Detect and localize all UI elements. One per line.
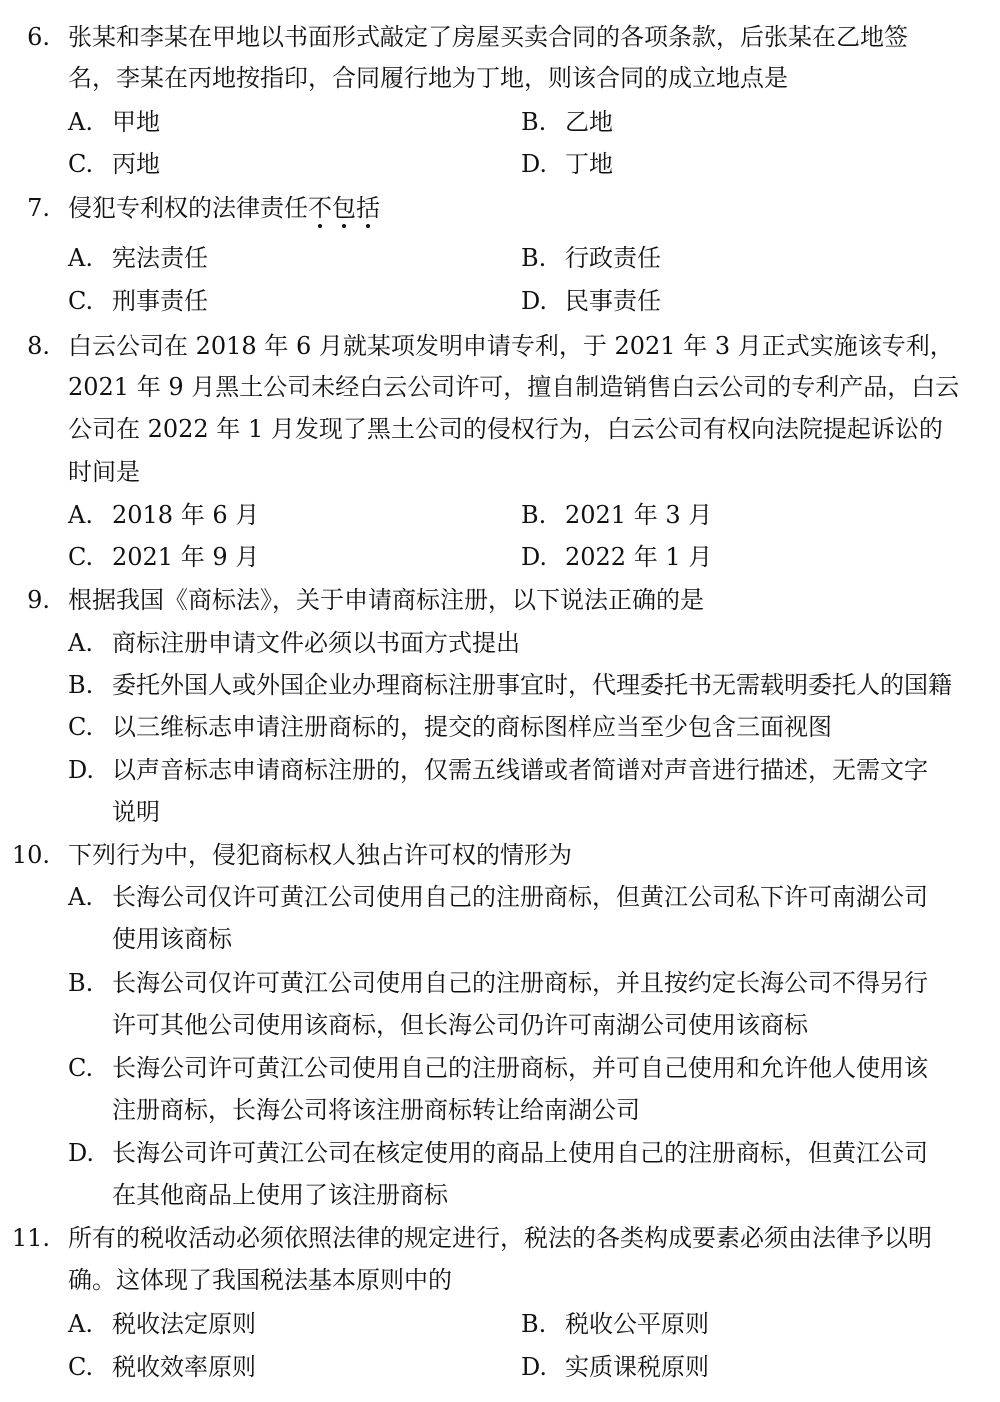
question-6-stem-line-1: 张某和李某在甲地以书面形式敲定了房屋买卖合同的各项条款，后张某在乙地签 [68, 23, 908, 51]
question-8-option-b: 2021 年 3 月 [565, 501, 713, 529]
question-10-option-a-line-1: 长海公司仅许可黄江公司使用自己的注册商标，但黄江公司私下许可南湖公司 [112, 883, 928, 911]
question-8-stem-line-2: 2021 年 9 月黑土公司未经白云公司许可，擅自制造销售白云公司的专利产品，白云 [68, 373, 960, 401]
question-7-option-c: 刑事责任 [112, 287, 208, 315]
emphasis-char-1: 不 [308, 194, 332, 222]
question-10-stem: 下列行为中，侵犯商标权人独占许可权的情形为 [68, 841, 572, 869]
question-8-option-d: 2022 年 1 月 [565, 543, 713, 571]
question-8-stem-line-1: 白云公司在 2018 年 6 月就某项发明申请专利，于 2021 年 3 月正式实施该专利， [68, 332, 954, 360]
question-9-option-b: 委托外国人或外国企业办理商标注册事宜时，代理委托书无需载明委托人的国籍 [112, 671, 952, 699]
question-11-number: 11. [11, 1224, 50, 1252]
question-10-option-d-label: D. [68, 1139, 95, 1167]
question-8-stem-line-3: 公司在 2022 年 1 月发现了黑土公司的侵权行为，白云公司有权向法院提起诉讼的 [68, 415, 943, 443]
question-9-option-d-line-2: 说明 [112, 798, 160, 826]
question-9-option-d-line-1: 以声音标志申请商标注册的，仅需五线谱或者简谱对声音进行描述，无需文字 [112, 756, 928, 784]
question-11-option-c-label: C. [68, 1353, 94, 1381]
question-7-option-a-label: A. [68, 244, 93, 272]
question-6-option-b: 乙地 [565, 108, 613, 136]
emphasis-char-3: 括 [356, 194, 380, 222]
question-8-option-c-label: C. [68, 543, 94, 571]
question-8-stem-line-4: 时间是 [68, 458, 140, 486]
question-11-option-d: 实质课税原则 [565, 1353, 709, 1381]
question-10-option-c-label: C. [68, 1054, 94, 1082]
question-7-option-b: 行政责任 [565, 244, 661, 272]
question-10-option-a-line-2: 使用该商标 [112, 925, 232, 953]
question-6-option-b-label: B. [521, 108, 547, 136]
question-10-option-a-label: A. [68, 883, 93, 911]
question-9-option-c-label: C. [68, 713, 94, 741]
question-8-option-a: 2018 年 6 月 [112, 501, 260, 529]
question-11-option-a: 税收法定原则 [112, 1310, 256, 1338]
question-6-number: 6. [27, 23, 50, 51]
question-8-option-a-label: A. [68, 501, 93, 529]
question-9-option-a: 商标注册申请文件必须以书面方式提出 [112, 629, 520, 657]
question-7-option-c-label: C. [68, 287, 94, 315]
question-10-number: 10. [11, 841, 50, 869]
question-7-option-d: 民事责任 [565, 287, 661, 315]
question-8-option-d-label: D. [521, 543, 548, 571]
question-10-option-b-line-2: 许可其他公司使用该商标，但长海公司仍许可南湖公司使用该商标 [112, 1011, 808, 1039]
question-6-option-a: 甲地 [112, 108, 160, 136]
question-9-number: 9. [27, 586, 50, 614]
question-9-stem: 根据我国《商标法》，关于申请商标注册，以下说法正确的是 [68, 586, 704, 614]
question-11-option-a-label: A. [68, 1310, 93, 1338]
question-10-option-d-line-2: 在其他商品上使用了该注册商标 [112, 1181, 448, 1209]
question-11-option-d-label: D. [521, 1353, 548, 1381]
question-11-stem-line-1: 所有的税收活动必须依照法律的规定进行，税法的各类构成要素必须由法律予以明 [68, 1224, 932, 1252]
question-11-option-b: 税收公平原则 [565, 1310, 709, 1338]
question-6-stem-line-2: 名，李某在丙地按指印，合同履行地为丁地，则该合同的成立地点是 [68, 64, 788, 92]
question-11-option-b-label: B. [521, 1310, 547, 1338]
question-7-number: 7. [27, 194, 50, 222]
question-6-option-a-label: A. [68, 108, 93, 136]
question-6-option-d: 丁地 [565, 150, 613, 178]
question-7-stem [68, 193, 380, 223]
question-7-option-d-label: D. [521, 287, 548, 315]
emphasis-char-2: 包 [332, 194, 356, 222]
question-9-option-d-label: D. [68, 756, 95, 784]
question-7-option-a: 宪法责任 [112, 244, 208, 272]
question-11-stem-line-2: 确。这体现了我国税法基本原则中的 [68, 1266, 452, 1294]
question-10-option-b-line-1: 长海公司仅许可黄江公司使用自己的注册商标，并且按约定长海公司不得另行 [112, 969, 928, 997]
question-10-option-c-line-2: 注册商标，长海公司将该注册商标转让给南湖公司 [112, 1096, 640, 1124]
question-6-option-c: 丙地 [112, 150, 160, 178]
question-9-option-c: 以三维标志申请注册商标的，提交的商标图样应当至少包含三面视图 [112, 713, 832, 741]
question-6-option-d-label: D. [521, 150, 548, 178]
question-8-number: 8. [27, 332, 50, 360]
question-7-stem-text: 侵犯专利权的法律责任 [68, 194, 308, 222]
question-8-option-b-label: B. [521, 501, 547, 529]
question-9-option-a-label: A. [68, 629, 93, 657]
question-9-option-b-label: B. [68, 671, 94, 699]
question-7-option-b-label: B. [521, 244, 547, 272]
question-10-option-b-label: B. [68, 969, 94, 997]
question-11-option-c: 税收效率原则 [112, 1353, 256, 1381]
question-6-option-c-label: C. [68, 150, 94, 178]
question-10-option-d-line-1: 长海公司许可黄江公司在核定使用的商品上使用自己的注册商标，但黄江公司 [112, 1139, 928, 1167]
question-8-option-c: 2021 年 9 月 [112, 543, 260, 571]
question-10-option-c-line-1: 长海公司许可黄江公司使用自己的注册商标，并可自己使用和允许他人使用该 [112, 1054, 928, 1082]
